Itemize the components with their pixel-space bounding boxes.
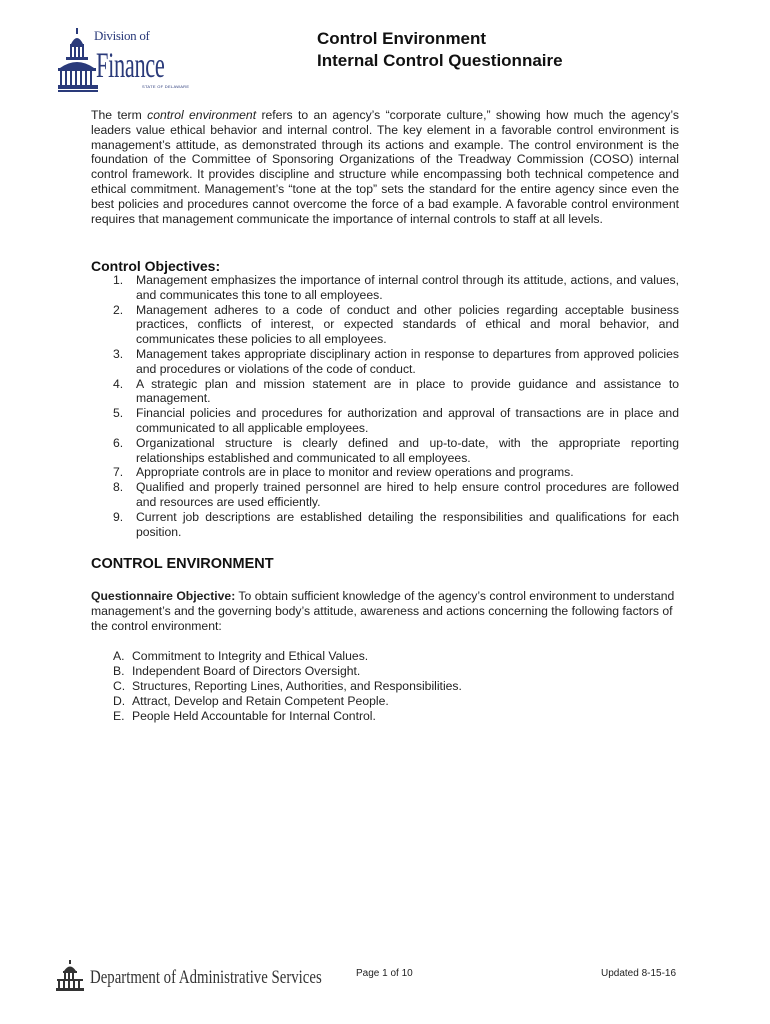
list-item [91,303,679,347]
control-environment-factors-list [91,649,679,724]
list-item-text: Qualified and properly trained personnel are hired to help ensure control procedures are followed and resources are used efficiently. [136,480,679,509]
list-item-text: Management takes appropriate disciplinary action in response to departures from approved policies and procedures or violations of the code of conduct. [136,346,679,376]
control-environment-heading: CONTROL ENVIRONMENT [91,556,274,572]
list-letter: D. [113,694,126,708]
list-letter: A. [113,649,125,663]
control-objectives-heading: Control Objectives: [91,258,221,274]
list-number: 1. [113,273,124,287]
list-item [91,664,679,679]
list-number: 9. [113,509,124,524]
list-letter: C. [113,679,126,693]
list-item-text: Structures, Reporting Lines, Authorities, and Responsibilities. [132,679,462,693]
list-item-text: Commitment to Integrity and Ethical Values. [132,649,369,663]
list-item-text: Management emphasizes the importance of internal control through its attitude, actions, and values, and communicates this tone to all employees. [136,273,679,302]
list-item-text: A strategic plan and mission statement are in place to provide guidance and assistance to management. [136,376,679,406]
list-item [91,436,679,466]
questionnaire-objective [91,589,679,634]
list-number: 7. [113,465,124,480]
list-letter: E. [113,709,125,723]
list-item-text: Independent Board of Directors Oversight. [132,664,361,678]
list-item [91,679,679,694]
list-item [91,347,679,377]
list-item [91,649,679,664]
list-item [91,694,679,709]
list-item-text: Attract, Develop and Retain Competent People. [132,694,389,708]
list-item [91,377,679,407]
department-name: Department of Administrative Services [90,967,322,988]
questionnaire-objective-label: Questionnaire Objective: [91,589,236,603]
intro-paragraph [91,108,679,226]
list-item-text: Financial policies and procedures for authorization and approval of transactions are in place and communicated to all applicable employees. [136,406,679,435]
list-item [91,480,679,510]
list-number: 6. [113,435,124,450]
list-number: 5. [113,406,124,421]
title-line-2: Internal Control Questionnaire [317,51,563,70]
capitol-building-icon [58,28,98,94]
intro-body: refers to an agency’s “corporate culture,” showing how much the agency’s leaders value ethical behavior and internal control. The key element in a favorable control environment is management’s attitude, as demonstrated through its actions and example. The control environment is the foundation of the Committee of Sponsoring Organizations of the Treadway Commission (COSO) internal control framework. It provides discipline and structure while encompassing both technical competence and ethical commitment. Management’s “tone at the top” sets the standard for the entire agency since even the best policies and procedures cannot overcome the force of a bad example. A favorable control environment requires that management communicate the importance of internal controls to staff at all levels. [91,108,679,226]
list-item [91,465,679,480]
list-item [91,273,679,303]
list-item-text: Appropriate controls are in place to monitor and review operations and programs. [136,465,574,480]
page-number: Page 1 of 10 [356,968,413,979]
document-title [317,28,563,72]
list-item-text: People Held Accountable for Internal Control. [132,709,376,723]
intro-term: control environment [147,108,257,122]
logo-tagline: STATE OF DELAWARE [142,84,190,89]
division-of-finance-logo [58,26,188,96]
list-item [91,406,679,436]
list-number: 8. [113,480,124,495]
updated-date: Updated 8-15-16 [601,968,677,979]
list-letter: B. [113,664,125,678]
list-item [91,510,679,540]
logo-finance-text: Finance [96,45,165,85]
list-item-text: Current job descriptions are established detailing the responsibilities and qualifications for each position. [136,509,679,539]
list-number: 4. [113,376,124,391]
list-item [91,709,679,724]
list-number: 2. [113,302,124,317]
logo-division-text: Division of [94,28,150,43]
questionnaire-objective-text: To obtain sufficient knowledge of the agency’s control environment to understand management’s and the governing body’s attitude, awareness and actions concerning the following factors of the control environment: [91,589,675,633]
capitol-building-icon [56,960,84,992]
control-objectives-list [91,273,679,539]
list-item-text: Management adheres to a code of conduct and other policies regarding acceptable business practices, conflicts of interest, or expected standards of ethical and moral behavior, and communicates these policies to all employees. [136,302,679,347]
department-logo [56,960,336,994]
list-item-text: Organizational structure is clearly defined and up-to-date, with the appropriate reporting relationships established and communicated to all employees. [136,435,679,465]
list-number: 3. [113,346,124,361]
title-line-1: Control Environment [317,29,487,48]
intro-prefix: The term [91,108,148,122]
